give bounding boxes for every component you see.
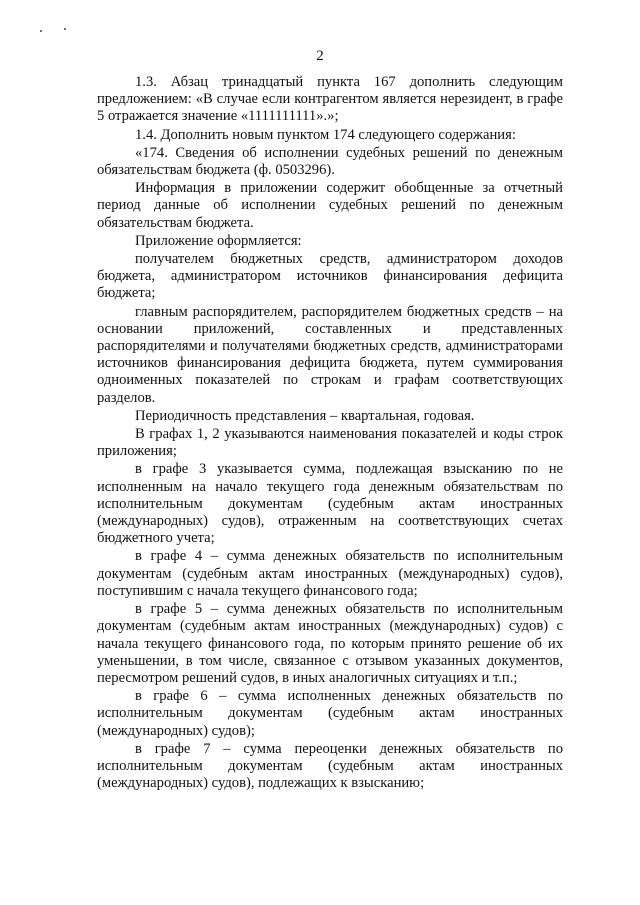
paragraph-info: Информация в приложении содержит обобщенные за отчетный период данные об исполнении судебных решений по денежным обязательствам бюджета. xyxy=(97,180,563,231)
paragraph-column-6: в графе 6 – сумма исполненных денежных обязательств по исполнительным документам (судебным актам иностранных (международных) судов); xyxy=(97,688,563,739)
paragraph-1-3: 1.3. Абзац тринадцатый пункта 167 дополнить следующим предложением: «В случае если контрагентом является нерезидент, в графе 5 отражается значение «1111111111».»; xyxy=(97,74,563,125)
paragraph-1-4: 1.4. Дополнить новым пунктом 174 следующего содержания: xyxy=(135,126,516,143)
paragraph-174-title: «174. Сведения об исполнении судебных решений по денежным обязательствам бюджета (ф. 0503296). xyxy=(97,144,563,179)
scan-speck xyxy=(40,30,42,32)
paragraph-prepared: Приложение оформляется: xyxy=(135,232,302,249)
page-number: 2 xyxy=(316,48,324,64)
paragraph-column-5: в графе 5 – сумма денежных обязательств по исполнительным документам (судебным актам иностранных (международных) судов) с начала текущего финансового года, по которым принято решение об их уменьшении, в том числе, связанное с отзывом указанных документов, пересмотром решений судов, в иных аналогичных ситуациях и т.п.; xyxy=(97,601,563,686)
paragraph-columns-1-2: В графах 1, 2 указываются наименования показателей и коды строк приложения; xyxy=(97,426,563,460)
scan-speck xyxy=(64,28,66,30)
paragraph-periodicity: Периодичность представления – квартальная, годовая. xyxy=(135,407,475,424)
document-body xyxy=(97,74,563,792)
paragraph-column-3: в графе 3 указывается сумма, подлежащая взысканию по не исполненным на начало текущего года денежным обязательствам по исполнительным документам (судебным актам иностранных (международных) судов), отраженным на соответствующих счетах бюджетного учета; xyxy=(97,461,563,547)
paragraph-chief-manager: главным распорядителем, распорядителем бюджетных средств – на основании приложений, составленных и представленных распорядителями и получателями бюджетных средств, администраторами источников финансирования дефицита бюджета, путем суммирования одноименных показателей по строкам и графам соответствующих разделов. xyxy=(97,303,563,406)
paragraph-column-4: в графе 4 – сумма денежных обязательств по исполнительным документам (судебным актам иностранных (международных) судов), поступившим с начала текущего финансового года; xyxy=(97,548,563,599)
paragraph-recipient: получателем бюджетных средств, администратором доходов бюджета, администратором источников финансирования дефицита бюджета; xyxy=(97,251,563,302)
paragraph-column-7: в графе 7 – сумма переоценки денежных обязательств по исполнительным документам (судебным актам иностранных (международных) судов), подлежащих к взысканию; xyxy=(97,740,563,792)
